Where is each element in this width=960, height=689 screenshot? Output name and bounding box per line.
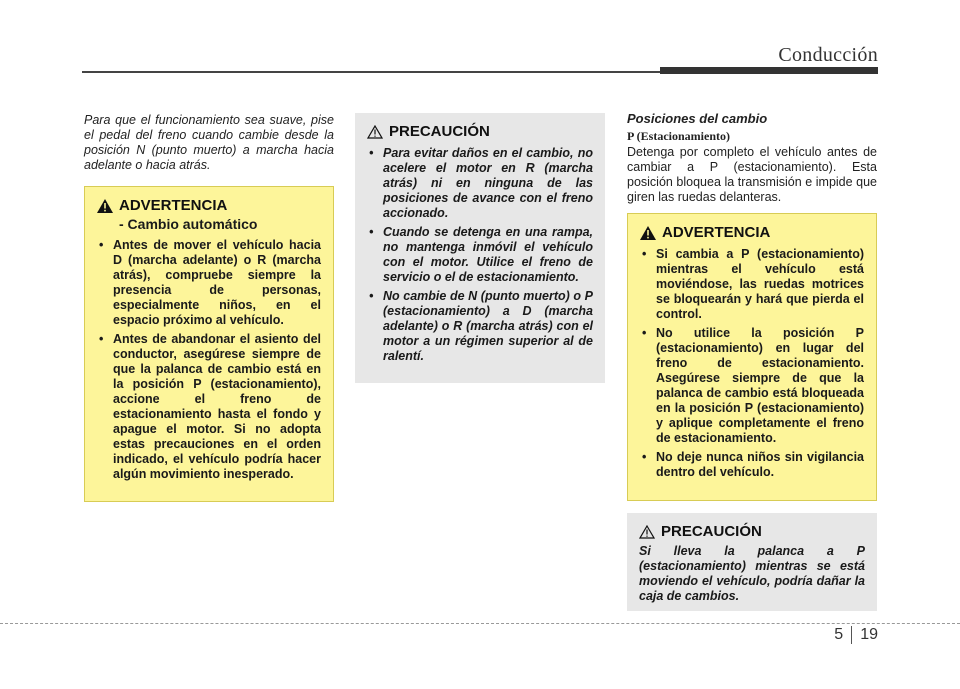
warning-icon [640,226,656,240]
park-paragraph: Detenga por completo el vehículo antes de cambiar a P (estacionamiento). Esta posición bloquea la transmisión e impide que giren las ruedas delanteras. [627,145,877,204]
caution-heading [639,523,865,540]
park-subtitle: P (Estacionamiento) [627,129,730,143]
header-bar [660,67,878,74]
caution-title: PRECAUCIÓN [389,123,490,140]
caution-text: Si lleva la palanca a P (estacionamiento) mientras se está moviendo el vehículo, podría dañar la caja de cambios. [639,544,865,603]
chapter-number: 5 [834,626,844,643]
warning-box-automatic [84,186,334,502]
warning-list [97,238,321,482]
warning-heading [640,224,864,241]
footer-rule [0,623,960,624]
warning-title: ADVERTENCIA [119,197,228,214]
list-item: • Si cambia a P (estacionamiento) mientras el vehículo está moviéndose, las ruedas motrices se bloquearán y hará que pierda el control. [640,247,864,322]
caution-title: PRECAUCIÓN [661,523,762,540]
intro-paragraph: Para que el funcionamiento sea suave, pise el pedal del freno cuando cambie desde la posición N (punto muerto) a marcha hacia adelante o hacia atrás. [84,113,334,172]
warning-heading [97,197,321,214]
warning-title: ADVERTENCIA [662,224,771,241]
warning-list [640,247,864,480]
header-rule [82,71,662,73]
caution-icon [367,125,383,139]
page-number [834,626,878,644]
list-item: • Antes de mover el vehículo hacia D (marcha adelante) o R (marcha atrás), compruebe siempre la presencia de personas, especialmente niños, en el espacio próximo al vehículo. [97,238,321,328]
warning-subtitle: - Cambio automático [119,216,258,232]
list-item: • Cuando se detenga en una rampa, no mantenga inmóvil el vehículo con el motor. Utilice el freno de servicio o el de estacionamiento. [367,225,593,285]
list-item: • No utilice la posición P (estacionamiento) en lugar del freno de estacionamiento. Asegúrese siempre de que la palanca de cambio está bloqueada en la posición P (estacionamiento) y aplique completamente el freno de estacionamiento. [640,326,864,446]
list-item: • No cambie de N (punto muerto) o P (estacionamiento) a D (marcha adelante) o R (marcha atrás) con el motor a un régimen superior al de ralentí. [367,289,593,364]
shift-positions-title: Posiciones del cambio [627,111,768,126]
caution-list [367,146,593,364]
page-separator [851,626,852,644]
page-number-value: 19 [860,626,878,643]
caution-heading [367,123,593,140]
caution-box-gearbox [355,113,605,383]
caution-box-park [627,513,877,611]
section-title: Conducción [778,44,878,66]
list-item: • Antes de abandonar el asiento del conductor, asegúrese siempre de que la palanca de cambio está en la posición P (estacionamiento), accione el freno de estacionamiento hasta el fondo y apague el motor. Si no adopta estas precauciones en el orden indicado, el vehículo podría hacer algún movimiento inesperado. [97,332,321,482]
list-item: • Para evitar daños en el cambio, no acelere el motor en R (marcha atrás) ni en ninguna de las posiciones de avance con el freno accionado. [367,146,593,221]
caution-icon [639,525,655,539]
warning-icon [97,199,113,213]
warning-box-park [627,213,877,501]
list-item: • No deje nunca niños sin vigilancia dentro del vehículo. [640,450,864,480]
